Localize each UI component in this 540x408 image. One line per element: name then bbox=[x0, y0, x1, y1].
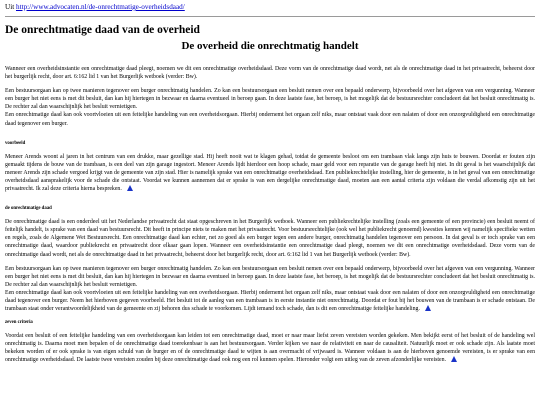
intro-paragraph: Een bestuursorgaan kan op twee manieren tegenover een burger onrechtmatig handelen. Zo kan een bestuursorgaan een besluit nemen over een bepaald onderwerp, bijvoorbeeld over het afgeven van een vergunning. Wanneer een burger het niet eens is met dit besluit, dan kan hij hiertegen in bezwaar en daarna eventueel in beroep gaan. In deze laatste fase, het beroep, is het mogelijk dat de bestuursrechter concludeert dat het besluit onrechtmatig is. De rechter zal dan waarschijnlijk het besluit vernietigen. bbox=[5, 88, 535, 111]
intro-paragraph: Een onrechtmatige daad kan ook voortvloeien uit een feitelijke handeling van een overheidsorgaan. Hierbij ondernemt het orgaan zelf niks, maar ontstaat vaak door een nalaten of door een onzorgvuldigheid een onrechtmatige daad tegenover een burger. bbox=[5, 112, 535, 127]
section-heading-zeven-criteria: zeven criteria bbox=[5, 320, 33, 326]
example-paragraph bbox=[5, 153, 535, 193]
body-paragraph: Een bestuursorgaan kan op twee manieren tegenover een burger onrechtmatig handelen. Zo kan een bestuursorgaan een besluit nemen over een bepaald onderwerp, bijvoorbeeld over het afgeven van een vergunning. Wanneer een burger het niet eens is met dit besluit, dan kan hij hiertegen in bezwaar en daarna eventueel in beroep gaan. In deze laatste fase, het beroep, is het mogelijk dat de bestuursrechter concludeert dat het besluit onrechtmatig is. De rechter zal dan waarschijnlijk het besluit vernietigen. bbox=[5, 265, 535, 288]
source-line bbox=[5, 3, 535, 12]
up-triangle-icon[interactable] bbox=[425, 305, 431, 311]
body-text: Een onrechtmatige daad kan ook voortvloeien uit een feitelijke handeling van een overheidsorgaan. Hierbij ondernemt het orgaan zelf niks, maar ontstaat vaak door een nalaten of door een onzorgvuldigheid een onrechtmatige daad tegenover een burger. Neem het hierboven gegeven voorbeeld. Het besluit tot de aanleg van een trambaan is in eerste instantie niet onrechtmatig. Doordat er fout bij het bouwen van de trambaan is er schade ontstaan. De trambaan staat onder verantwoordelijkheid van de gemeente en zij behoren dus schade te voorkomen. Lijdt iemand toch schade, dan is dit een onrechtmatige feitelijke handeling. bbox=[5, 289, 535, 313]
document-page bbox=[0, 3, 540, 365]
page-subtitle: De overheid die onrechtmatig handelt bbox=[181, 40, 359, 52]
source-prefix: Uit bbox=[5, 3, 16, 11]
source-link[interactable]: http://www.advocaten.nl/de-onrechtmatige-overheidsdaad/ bbox=[15, 3, 185, 11]
page-title: De onrechtmatige daad van de overheid bbox=[5, 24, 200, 36]
up-triangle-icon[interactable] bbox=[127, 185, 133, 191]
section-heading-voorbeeld: voorbeeld bbox=[5, 140, 26, 146]
criteria-text: Voordat een besluit of een feitelijke handeling van een overheidsorgaan kan leiden tot een onrechtmatige daad, moet er naar maar liefst zeven vereisten worden gekeken. Men bekijkt eerst of het besluit of de handeling wel onrechtmatig is. Daarna moet men bepalen of de onrechtmatige daad toerekenbaar is aan het bestuursorgaan. Verder kijken we naar de relativiteit en naar de causaliteit. Natuurlijk moet er ook schade zijn. Als laatste moet bekeken worden of er ook sprake is van eigen schuld van de burger en of de onrechtmatige daad te wijten is aan overmacht of vrijwaard is. Wanneer voldaan is aan de hierboven genoemde vereisten, is er sprake van een onrechtmatige overheidsdaad. De laatste twee vereisten zouden bij deze onrechtmatige daad ook nog een rol kunnen spelen. Hieronder volgt een uitleg van de zeven afzonderlijke vereisten. bbox=[5, 333, 535, 364]
body-paragraph: De onrechtmatige daad is een onderdeel uit het Nederlandse privaatrecht dat staat opgeschreven in het Burgerlijk wetboek. Wanneer een publiekrechtelijke instelling (zoals een gemeente of een provincie) een besluit neemt of feitelijk handelt, is sprake van een daad van bestuursrecht. Dit heeft in principe niets te maken met het privaatrecht. Voor bestuursrechtelijke (ook wel het publiekrecht genoemd) kwesties kennen wij namelijk specifieke wetten en regels, zoals de Algemene Wet Bestuursrecht. Een onrechtmatige daad kan echter, net zo goed als een burger tegen een andere burger, onrechtmatig handelen tegenover een persoon. In dat geval is er toch sprake van een onrechtmatige daad, waardoor publiekrecht en privaatrecht door elkaar gaan lopen. Wanneer een overheidsinstantie een onrechtmatige daad pleegt, noemen we dit een onrechtmatige overheidsdaad. Deze vorm van de onrechtmatige daad wordt, net als de onrechtmatige daad in het privaatrecht, beheerst door het burgerlijk recht, door art. 6:162 lid 1 van het Burgerlijk wetboek (verder: Bw). bbox=[5, 219, 535, 258]
intro-paragraph: Wanneer een overheidsinstantie een onrechtmatige daad pleegt, noemen we dit een onrechtmatige overheidsdaad. Deze vorm van de onrechtmatige daad wordt, net als de onrechtmatige daad in het privaatrecht, beheerst door het burgerlijk recht, door art. 6:162 lid 1 van het Burgerlijk wetboek (verder: Bw). bbox=[5, 66, 535, 81]
criteria-paragraph bbox=[5, 332, 535, 364]
up-triangle-icon[interactable] bbox=[451, 356, 457, 362]
body-paragraph bbox=[5, 289, 535, 313]
horizontal-rule bbox=[5, 16, 535, 17]
example-text: Meneer Arends woont al jaren in het centrum van een drukke, maar gezellige stad. Hij heeft nooit wat te klagen gehad, totdat de gemeente besloot om een trambaan vlak langs zijn huis te bouwen. Doordat er fouten zijn gemaakt tijdens de bouw van de trambaan, is een deel van zijn garage ingestort. Meneer Arends lijdt hierdoor een hoop schade, maar geld voor een reparatie van de garage heeft hij niet. In dit geval is het waarschijnlijk dat meneer Arends zijn schade vergoed krijgt van de gemeente van zijn stad. Hier is namelijk sprake van een onrechtmatige overheidsdaad. Een publiekrechtelijke instelling, hier de gemeente, is in het geval van een onrechtmatige overheidsdaad aansprakelijk voor de schade die ontstaat. Voordat we kunnen aannemen dat er sprake is van een dergelijke onrechtmatige daad, moeten aan een aantal criteria zijn voldaan die verdal afkomstig zijn uit het privaatrecht. Ik zal deze criteria hierna bespreken. bbox=[5, 153, 535, 193]
section-heading-onrechtmatige-daad: de onrechtmatige daad bbox=[5, 206, 52, 212]
